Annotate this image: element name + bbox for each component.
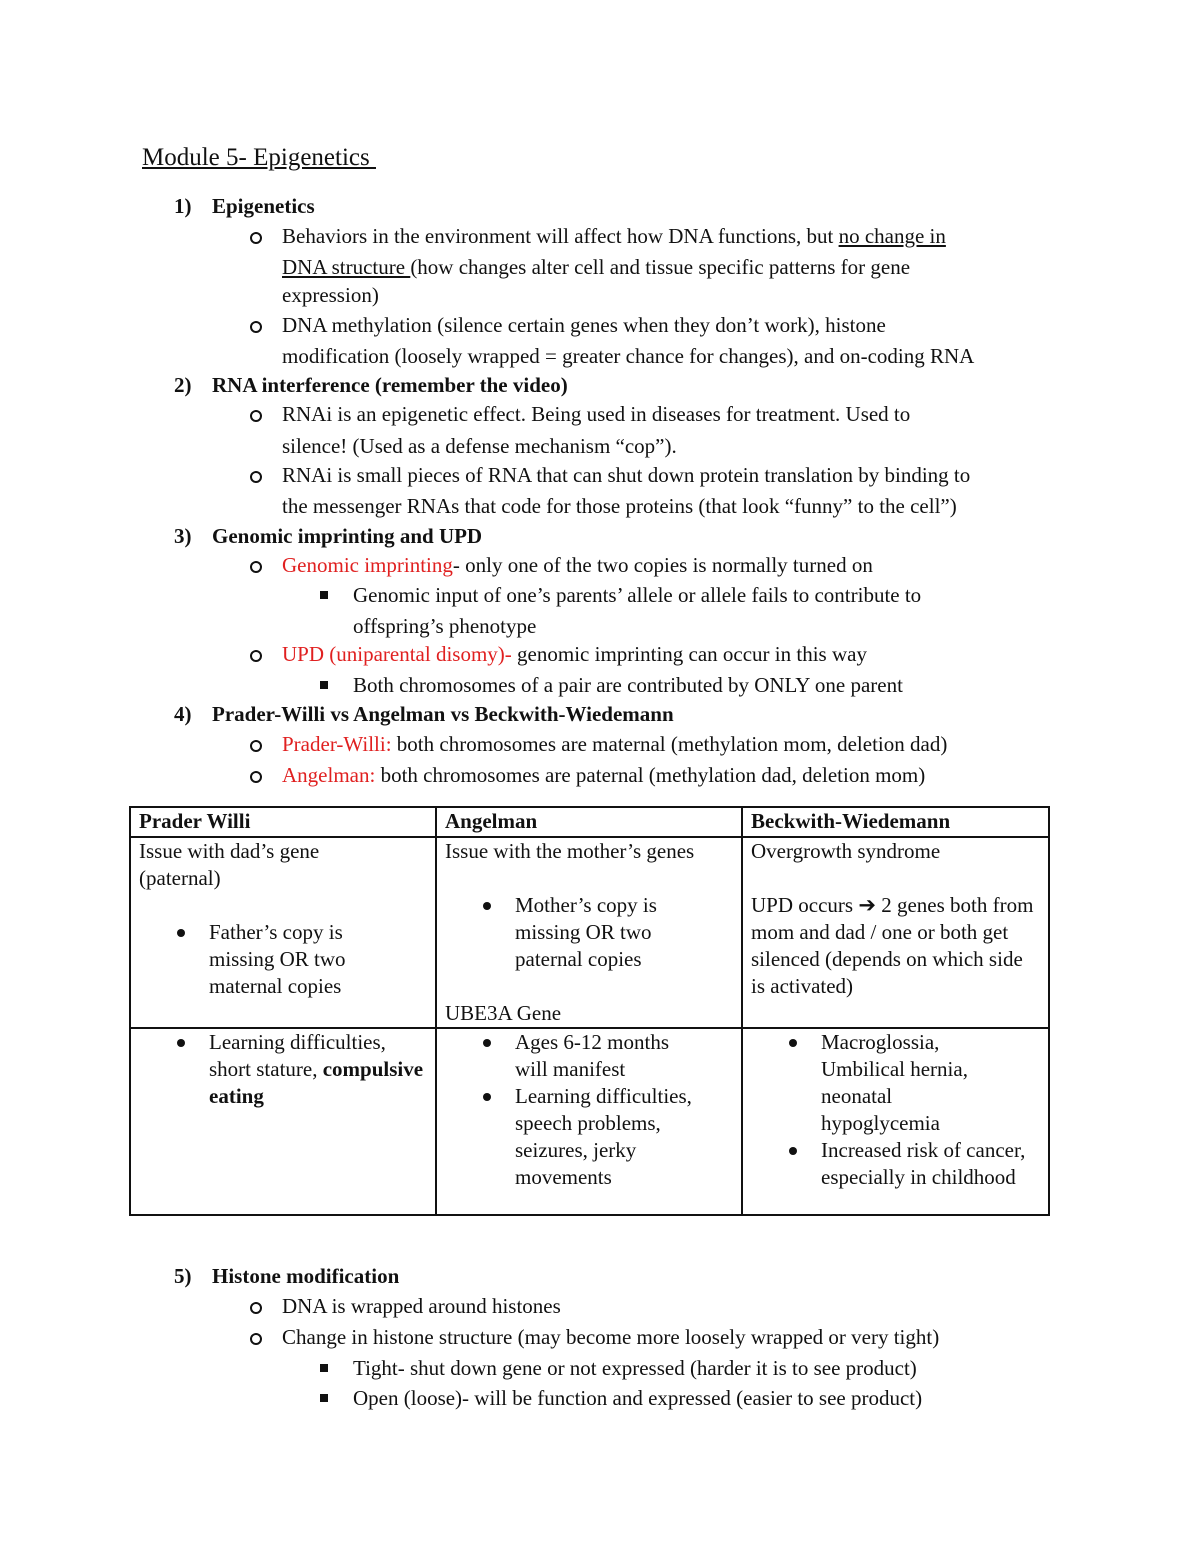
section-5-sub-1: Tight- shut down gene or not expressed (harder it is to see product) [353, 1356, 917, 1380]
header-angelman: Angelman [436, 807, 742, 837]
text-run: both chromosomes are maternal (methylation mom, deletion dad) [391, 732, 948, 756]
pw-symptoms-cell [130, 1028, 436, 1215]
bold-text: compulsive eating [209, 1057, 424, 1108]
pw-cause-cell [130, 837, 436, 1028]
hollow-circle-icon [250, 740, 262, 752]
hollow-circle-icon [250, 1302, 262, 1314]
section-2-bullet-1-line-1: RNAi is an epigenetic effect. Being used in diseases for treatment. Used to [282, 402, 911, 426]
comparison-table [129, 806, 1050, 1216]
text-run: genomic imprinting can occur in this way [511, 642, 867, 666]
list-item: Increased risk of cancer, especially in childhood [751, 1137, 1040, 1191]
header-beckwith-wiedemann: Beckwith-Wiedemann [742, 807, 1049, 837]
section-2-number: 2) [174, 373, 192, 397]
section-5-sub-2: Open (loose)- will be function and expressed (easier to see product) [353, 1386, 923, 1410]
table-row [130, 837, 1049, 1028]
section-3-bullet-1 [282, 550, 873, 580]
pw-intro: Issue with dad’s gene (paternal) [139, 839, 320, 890]
section-1-bullet-2-line-1: DNA methylation (silence certain genes when they don’t work), histone [282, 313, 886, 337]
list-item: Ages 6-12 months will manifest [445, 1029, 733, 1083]
section-4-bullet-1 [282, 729, 947, 759]
text-run: - only one of the two copies is normally turned on [452, 553, 873, 577]
section-1-bullet-1-line-2 [282, 252, 910, 282]
section-1-heading: Epigenetics [212, 194, 315, 218]
bw-symptoms-cell [742, 1028, 1049, 1215]
highlighted-term: Genomic imprinting [282, 553, 453, 577]
bw-intro: Overgrowth syndrome [751, 839, 941, 863]
an-symptoms-cell [436, 1028, 742, 1215]
arrow-right-icon: ➔ [858, 893, 876, 917]
list-item: Mother’s copy is missing OR two paternal copies [445, 892, 733, 973]
text-run: 2 genes both from mom and dad / one or both get silenced (depends on which side is activated) [751, 893, 1034, 998]
section-2-bullet-2-line-1: RNAi is small pieces of RNA that can shut down protein translation by binding to [282, 463, 971, 487]
section-3-bullet-2 [282, 639, 867, 669]
filled-square-icon [320, 1394, 328, 1402]
underlined-text: DNA structure [282, 255, 411, 279]
section-3-sub-1-line-1: Genomic input of one’s parents’ allele or allele fails to contribute to [353, 583, 922, 607]
text-run: Behaviors in the environment will affect how DNA functions, but [282, 224, 839, 248]
page-title: Module 5- Epigenetics [142, 144, 376, 171]
filled-square-icon [320, 1364, 328, 1372]
hollow-circle-icon [250, 410, 262, 422]
section-2-heading: RNA interference (remember the video) [212, 373, 568, 397]
list-item: Father’s copy is missing OR two maternal copies [139, 919, 427, 1000]
section-5-bullet-1: DNA is wrapped around histones [282, 1294, 561, 1318]
hollow-circle-icon [250, 232, 262, 244]
section-1-bullet-1-line-3: expression) [282, 283, 379, 307]
an-gene: UBE3A Gene [445, 1001, 562, 1025]
an-symptoms-list [445, 1029, 733, 1191]
bw-cause-cell [742, 837, 1049, 1028]
section-3-number: 3) [174, 524, 192, 548]
highlighted-term: Angelman: [282, 763, 376, 787]
section-5-heading: Histone modification [212, 1264, 400, 1288]
section-5-bullet-2: Change in histone structure (may become more loosely wrapped or very tight) [282, 1325, 940, 1349]
text-run: UPD occurs [751, 893, 859, 917]
section-1-number: 1) [174, 194, 192, 218]
highlighted-term: Prader-Willi: [282, 732, 392, 756]
hollow-circle-icon [250, 561, 262, 573]
filled-square-icon [320, 591, 328, 599]
section-2-bullet-1-line-2: silence! (Used as a defense mechanism “cop”). [282, 434, 677, 458]
section-1-bullet-1-line-1 [282, 221, 946, 251]
underlined-text: no change in [838, 224, 946, 248]
hollow-circle-icon [250, 771, 262, 783]
hollow-circle-icon [250, 471, 262, 483]
hollow-circle-icon [250, 650, 262, 662]
filled-square-icon [320, 681, 328, 689]
section-3-sub-1-line-2: offspring’s phenotype [353, 614, 537, 638]
an-intro: Issue with the mother’s genes [445, 839, 695, 863]
bw-symptoms-list [751, 1029, 1040, 1191]
section-1-bullet-2-line-2: modification (loosely wrapped = greater chance for changes), and on-coding RNA [282, 344, 975, 368]
list-item [139, 1029, 427, 1110]
section-4-bullet-2 [282, 760, 925, 790]
section-3-heading: Genomic imprinting and UPD [212, 524, 483, 548]
an-cause-cell [436, 837, 742, 1028]
list-item: Learning difficulties, speech problems, seizures, jerky movements [445, 1083, 733, 1191]
an-cause-list [445, 892, 733, 973]
list-item: Macroglossia, Umbilical hernia, neonatal hypoglycemia [751, 1029, 1040, 1137]
text-run: (how changes alter cell and tissue specific patterns for gene [410, 255, 911, 279]
bw-upd-text [751, 892, 1040, 1000]
section-4-heading: Prader-Willi vs Angelman vs Beckwith-Wiedemann [212, 702, 674, 726]
section-3-sub-2: Both chromosomes of a pair are contributed by ONLY one parent [353, 673, 903, 697]
text-run: both chromosomes are paternal (methylation dad, deletion mom) [375, 763, 926, 787]
hollow-circle-icon [250, 321, 262, 333]
text-run: Learning difficulties, short stature, [209, 1030, 386, 1081]
pw-symptoms-list [139, 1029, 427, 1110]
table-header-row [130, 807, 1049, 837]
header-prader-willi: Prader Willi [130, 807, 436, 837]
table-row [130, 1028, 1049, 1215]
highlighted-term: UPD (uniparental disomy)- [282, 642, 512, 666]
hollow-circle-icon [250, 1333, 262, 1345]
section-5-number: 5) [174, 1264, 192, 1288]
pw-cause-list [139, 919, 427, 1000]
section-2-bullet-2-line-2: the messenger RNAs that code for those proteins (that look “funny” to the cell”) [282, 494, 957, 518]
section-4-number: 4) [174, 702, 192, 726]
